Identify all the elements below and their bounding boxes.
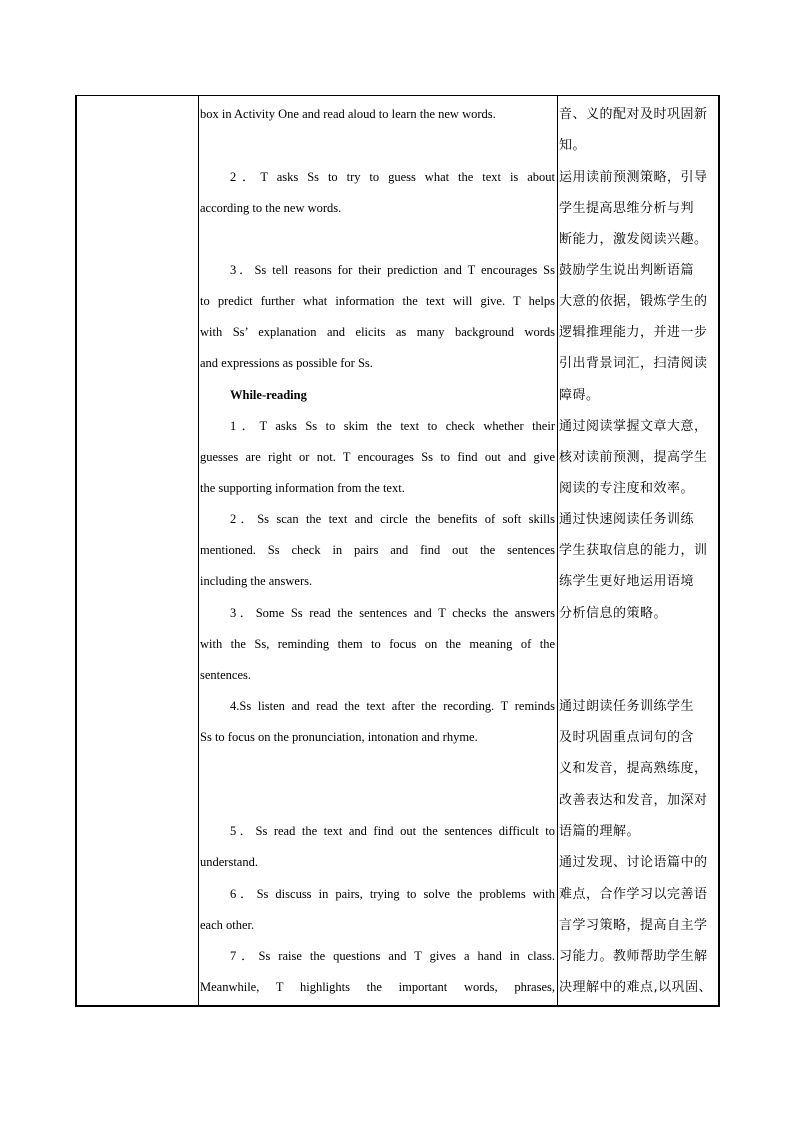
purpose-text: 音、义的配对及时巩固新: [559, 107, 708, 122]
step-text: 2．Ss scan the text and circle the benefits of soft skills: [230, 512, 555, 526]
step-text: mentioned. Ss check in pairs and find out the sentences: [200, 543, 555, 557]
purpose-text: 分析信息的策略。: [559, 606, 668, 621]
purpose-text: 及时巩固重点词句的含: [559, 730, 695, 745]
step-text: to predict further what information the text will give. T helps: [200, 294, 555, 308]
purpose-text: 学生获取信息的能力，训: [559, 543, 708, 558]
while-reading-heading: While-reading: [230, 388, 307, 402]
step-text: 7．Ss raise the questions and T gives a hand in class.: [230, 949, 555, 963]
purpose-text: 知。: [559, 138, 587, 153]
purpose-text: 练学生更好地运用语境: [559, 574, 695, 589]
purpose-text: 语篇的理解。: [559, 824, 641, 839]
purpose-text: 通过阅读掌握文章大意，: [559, 419, 708, 434]
purpose-text: 通过发现、讨论语篇中的: [559, 855, 708, 870]
step-text: 6．Ss discuss in pairs, trying to solve the problems with: [230, 887, 555, 901]
step-text: 4.Ss listen and read the text after the recording. T reminds: [230, 699, 555, 713]
purpose-text: 大意的依据，锻炼学生的: [559, 294, 708, 309]
purpose-text: 断能力，激发阅读兴趣。: [559, 232, 708, 247]
purpose-text: 阅读的专注度和效率。: [559, 481, 695, 496]
step-text: each other.: [200, 918, 255, 932]
step-text: Ss to focus on the pronunciation, intonation and rhyme.: [200, 730, 478, 744]
purpose-text: 习能力。教师帮助学生解: [559, 949, 708, 964]
purpose-text: 鼓励学生说出判断语篇: [559, 263, 695, 278]
purpose-text: 通过朗读任务训练学生: [559, 699, 695, 714]
step-text: including the answers.: [200, 574, 313, 588]
purpose-text: 障碍。: [559, 388, 600, 403]
step-text: with Ss’ explanation and elicits as many background words: [200, 325, 555, 339]
step-text: and expressions as possible for Ss.: [200, 356, 373, 370]
purpose-text: 通过快速阅读任务训练: [559, 512, 695, 527]
purpose-text: 改善表达和发音，加深对: [559, 793, 708, 808]
step-text: box in Activity One and read aloud to learn the new words.: [200, 107, 496, 121]
step-text: 1．T asks Ss to skim the text to check whether their: [230, 419, 555, 433]
lesson-table: [75, 95, 720, 1007]
purpose-text: 引出背景词汇，扫清阅读: [559, 356, 708, 371]
step-text: the supporting information from the text.: [200, 481, 405, 495]
column-divider-2: [557, 96, 558, 1005]
purpose-text: 核对读前预测，提高学生: [559, 450, 708, 465]
step-text: 5．Ss read the text and find out the sentences difficult to: [230, 824, 555, 838]
purpose-text: 运用读前预测策略，引导: [559, 170, 708, 185]
purpose-text: 逻辑推理能力，并进一步: [559, 325, 708, 340]
step-text: with the Ss, reminding them to focus on the meaning of the: [200, 637, 555, 651]
purpose-text: 言学习策略，提高自主学: [559, 918, 708, 933]
step-text: 3．Ss tell reasons for their prediction and T encourages Ss: [230, 263, 555, 277]
step-text: guesses are right or not. T encourages Ss to find out and give: [200, 450, 555, 464]
purpose-text: 学生提高思维分析与判: [559, 201, 695, 216]
purpose-text: 难点，合作学习以完善语: [559, 887, 708, 902]
purpose-text: 义和发音，提高熟练度，: [559, 761, 708, 776]
step-text: sentences.: [200, 668, 252, 682]
step-text: Meanwhile, T highlights the important words, phrases,: [200, 980, 555, 994]
step-text: understand.: [200, 855, 258, 869]
step-text: 2．T asks Ss to try to guess what the text is about: [230, 170, 555, 184]
step-text: 3．Some Ss read the sentences and T checks the answers: [230, 606, 555, 620]
column-divider-1: [198, 96, 199, 1005]
purpose-text: 决理解中的难点,以巩固、: [559, 980, 713, 995]
step-text: according to the new words.: [200, 201, 342, 215]
